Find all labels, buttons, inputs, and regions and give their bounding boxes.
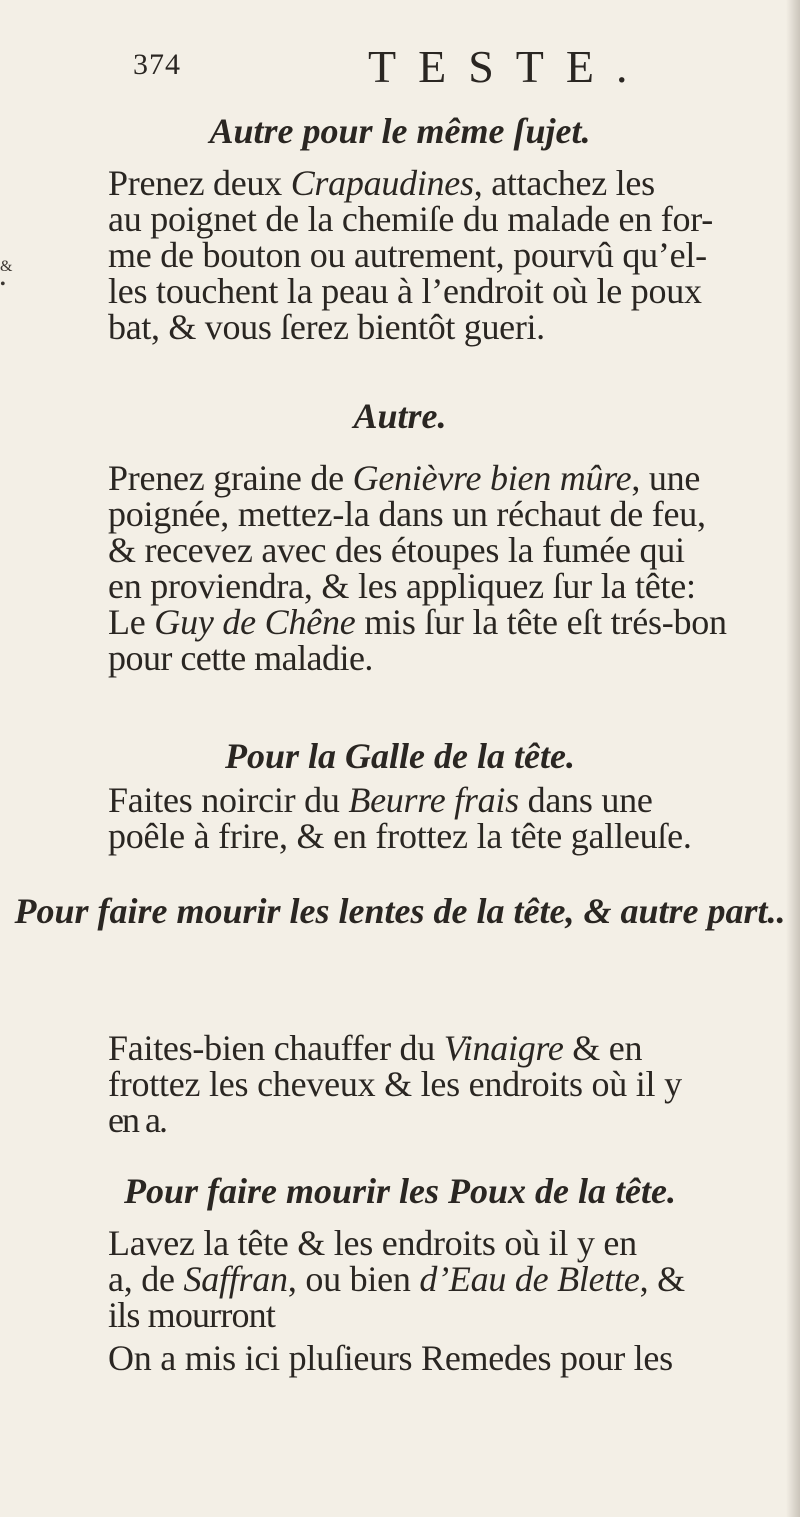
section-title: Autre pour le même ſujet. (209, 111, 591, 151)
running-title: TESTE. (368, 41, 650, 92)
page-header (0, 40, 800, 100)
text-line: Prenez graine de Genièvre bien mûre, une (108, 458, 701, 498)
text-line: au poignet de la chemiſe du malade en for- (108, 199, 714, 239)
text-line: Lavez la tête & les endroits où il y en (108, 1223, 637, 1263)
text-line: me de bouton ou autrement, pourvû qu’el- (108, 235, 707, 275)
page-edge-shadow (786, 0, 800, 1517)
margin-mark: • (0, 276, 6, 293)
text-line: a, de Saffran, ou bien d’Eau de Blette, & (108, 1259, 685, 1299)
italic-term: Crapaudines (290, 163, 474, 203)
text-line: On a mis ici pluſieurs Remedes pour les (108, 1338, 673, 1378)
italic-term: Genièvre bien mûre (352, 458, 632, 498)
text-line: en proviendra, & les appliquez ſur la tête: (108, 566, 696, 606)
paragraph (108, 1340, 798, 1376)
section-title: Pour faire mourir les lentes de la tête, & autre part.. (14, 891, 786, 931)
margin-mark: & (0, 258, 13, 275)
section-title: Autre. (353, 396, 447, 436)
text-line: bat, & vous ſerez bientôt gueri. (108, 307, 545, 347)
italic-term: Beurre frais (348, 780, 519, 820)
section-title: Pour la Galle de la tête. (225, 736, 575, 776)
italic-term: d’Eau de Blette (419, 1259, 640, 1299)
text-line: Prenez deux Crapaudines, attachez les (108, 163, 655, 203)
paragraph (108, 165, 798, 345)
italic-term: Guy de Chêne (154, 602, 356, 642)
text-line: pour cette maladie. (108, 638, 373, 678)
text-line: les touchent la peau à l’endroit où le poux (108, 271, 702, 311)
text-line: poignée, mettez-la dans un réchaut de feu, (108, 494, 706, 534)
text-line: poêle à frire, & en frottez la tête galleuſe. (108, 816, 692, 856)
page-number: 374 (133, 48, 181, 81)
text-line: & recevez avec des étoupes la fumée qui (108, 530, 685, 570)
italic-term: Saffran (183, 1259, 288, 1299)
section-title: Pour faire mourir les Poux de la tête. (124, 1171, 676, 1211)
text-line: Faites noircir du Beurre frais dans une (108, 780, 653, 820)
text-line: Faites-bien chauffer du Vinaigre & en (108, 1028, 643, 1068)
paragraph (108, 782, 798, 854)
text-line: en a. (108, 1100, 166, 1140)
margin-marks (0, 258, 20, 294)
italic-term: Vinaigre (443, 1028, 564, 1068)
text-line: ils mourront (108, 1295, 275, 1335)
paragraph (108, 460, 798, 676)
paragraph (108, 1030, 798, 1138)
paragraph (108, 1225, 798, 1333)
text-line: frottez les cheveux & les endroits où il y (108, 1064, 682, 1104)
text-line: Le Guy de Chêne mis ſur la tête eſt trés-bon (108, 602, 727, 642)
